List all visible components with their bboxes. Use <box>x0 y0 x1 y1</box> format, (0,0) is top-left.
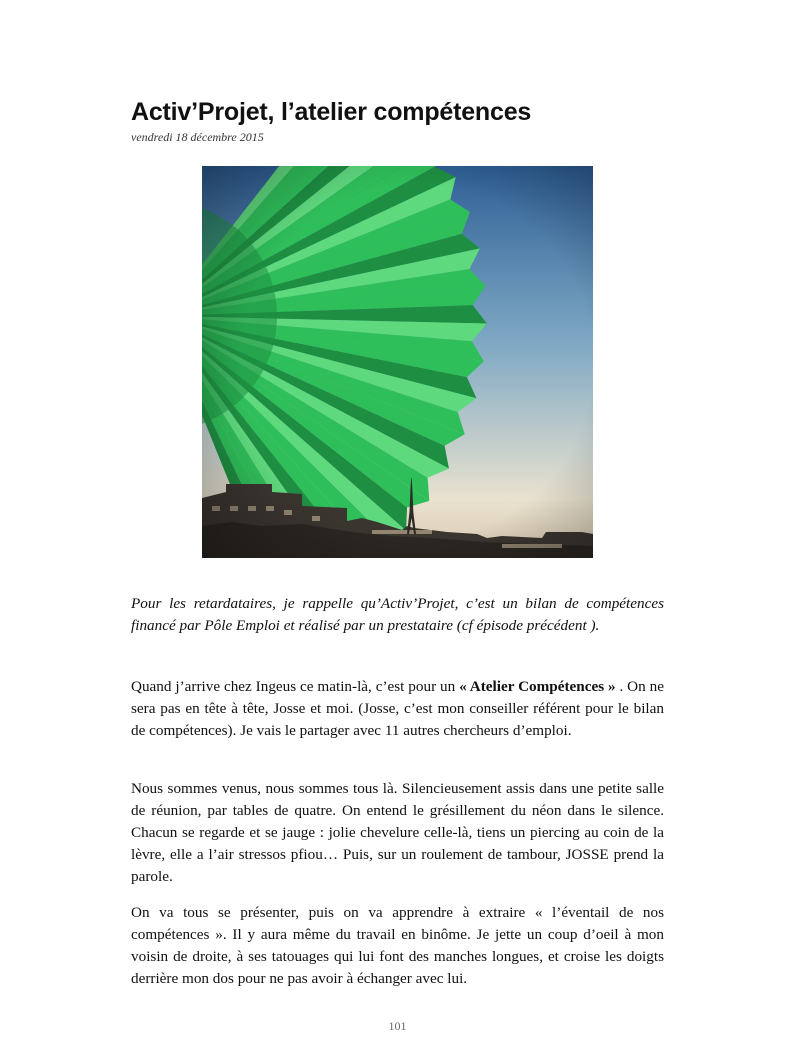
page-title: Activ’Projet, l’atelier compétences <box>131 98 532 126</box>
article-photo <box>202 166 593 558</box>
paragraph-1 <box>131 676 664 742</box>
paragraph-3: On va tous se présenter, puis on va apprendre à extraire « l’éventail de nos compétences ». Il y aura même du travail en binôme. Je jette un coup d’oeil à mon voisin de droite, à ses tatouages qui lui font des manches longues, et croise les doigts derrière mon dos pour ne pas avoir à échanger avec lui. <box>131 904 664 987</box>
paragraph-1-text-start: Quand j’arrive chez Ingeus ce matin-là, c’est pour un <box>131 678 460 695</box>
paragraph-1-text-end: . On ne sera pas en tête à tête, Josse et moi. (Josse, c’est mon conseiller référent pour le bilan de compétences). Je vais le partager avec 11 autres chercheurs d’emploi. <box>131 678 664 739</box>
atelier-competences-highlight: « Atelier Compétences » <box>459 678 616 695</box>
intro-paragraph: Pour les retardataires, je rappelle qu’Activ’Projet, c’est un bilan de compétences financé par Pôle Emploi et réalisé par un prestataire (cf épisode précédent ). <box>131 595 664 634</box>
post-date: vendredi 18 décembre 2015 <box>131 130 264 144</box>
page-number: 101 <box>388 1019 407 1033</box>
paragraph-2: Nous sommes venus, nous sommes tous là. Silencieusement assis dans une petite salle de réunion, par tables de quatre. On entend le grésillement du néon dans le silence. Chacun se regarde et se jauge : jolie chevelure celle-là, tiens un piercing au coin de la lèvre, elle a l’air stressos pfiou… Puis, sur un roulement de tambour, JOSSE prend la parole. <box>131 780 664 885</box>
